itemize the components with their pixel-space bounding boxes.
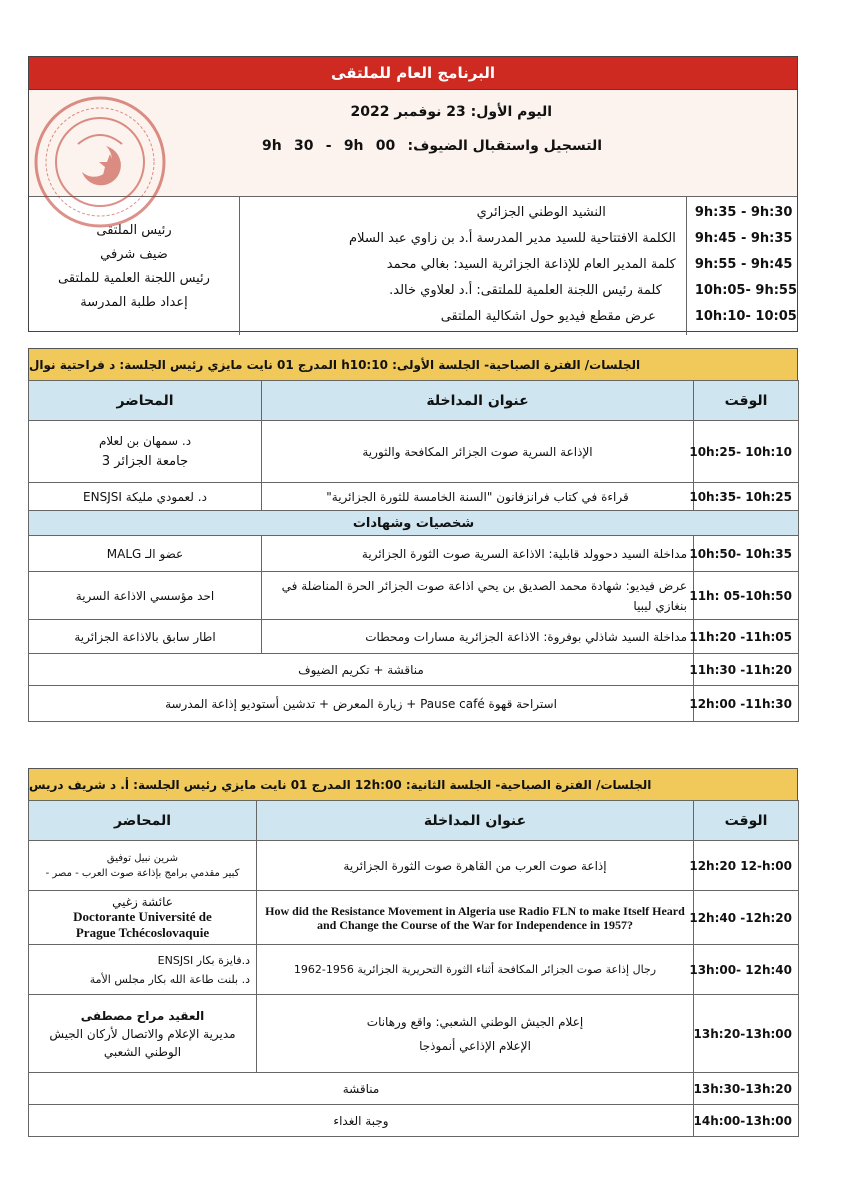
opening-item: الكلمة الافتتاحية للسيد مدير المدرسة أ.د بن زاوي عبد السلام (349, 230, 676, 246)
row-speaker (29, 945, 257, 995)
discussion-text: مناقشة (29, 1073, 694, 1105)
session-two (28, 768, 798, 1137)
opening-item: كلمة رئيس اللجنة العلمية للملتقى: أ.د لعلاوي خالد. (389, 282, 662, 298)
col-time-header: الوقت (694, 801, 799, 841)
programme-title: البرنامج العام للملتقى (29, 57, 797, 90)
registration-label: التسجيل واستقبال الضيوف: (407, 138, 602, 154)
col-time-header: الوقت (694, 381, 799, 421)
row-speaker: د. لعمودي مليكة ENSJSI (29, 483, 262, 511)
opening-item: النشيد الوطني الجزائري (476, 204, 606, 220)
table-row (29, 483, 799, 511)
row-topic: الإذاعة السرية صوت الجزائر المكافحة والثورية (262, 421, 694, 483)
row-time: 11h: 05-10h:50 (694, 572, 799, 620)
opening-time: 10h:05- 9h:55 (694, 282, 797, 298)
table-row (29, 620, 799, 654)
row-topic: عرض فيديو: شهادة محمد الصديق بن يحي اذاعة صوت الجزائر الحرة المناضلة في بنغازي ليبيا (262, 572, 694, 620)
table-row (29, 995, 799, 1073)
speaker-affiliation: Doctorante Université de (73, 908, 212, 924)
opening-time: 9h:35 - 9h:30 (694, 204, 793, 220)
table-header-row (29, 381, 799, 421)
row-topic: How did the Resistance Movement in Algeria use Radio FLN to make Itself Heard and Change the Course of the War for Independence in 1957? (257, 891, 694, 945)
table-row (29, 891, 799, 945)
break-row (29, 686, 799, 722)
row-speaker (29, 421, 262, 483)
row-topic: إذاعة صوت العرب من القاهرة صوت الثورة الجزائرية (257, 841, 694, 891)
row-topic: مداخلة السيد دحوولد قابلية: الاذاعة السرية صوت الثورة الجزائرية (262, 536, 694, 572)
session-one-table (28, 380, 799, 722)
row-topic: مداخلة السيد شاذلي بوفروة: الاذاعة الجزائرية مسارات ومحطات (262, 620, 694, 654)
session-two-title: الجلسات/ الفترة الصباحية- الجلسة الثانية: 12h:00 المدرج 01 نايت مايزي رئيس الجلسة: أ. د شريف دريس (28, 768, 798, 800)
discussion-text: مناقشة + تكريم الضيوف (29, 654, 694, 686)
speaker-name: د.فايزة بكار ENSJSI (157, 953, 250, 967)
table-header-row (29, 801, 799, 841)
role-item: رئيس اللجنة العلمية للملتقى (58, 270, 210, 286)
col-topic-header: عنوان المداخلة (262, 381, 694, 421)
lunch-row (29, 1105, 799, 1137)
row-speaker (29, 891, 257, 945)
row-time: 10h:25- 10h:10 (694, 421, 799, 483)
session-one-title: الجلسات/ الفترة الصباحية- الجلسة الأولى: h10:10 المدرج 01 نايت مايزي رئيس الجلسة: د فراحتية نوال (28, 348, 798, 380)
row-speaker: احد مؤسسي الاذاعة السرية (29, 572, 262, 620)
row-speaker: اطار سابق بالاذاعة الجزائرية (29, 620, 262, 654)
table-row (29, 572, 799, 620)
opening-time: 9h:55 - 9h:45 (694, 256, 793, 272)
row-time: 13h:20-13h:00 (694, 995, 799, 1073)
row-time: 12h:00 -11h:30 (694, 686, 799, 722)
row-time: 11h:30 -11h:20 (694, 654, 799, 686)
opening-item: كلمة المدير العام للإذاعة الجزائرية السيد: بغالي محمد (386, 256, 676, 272)
opening-item: عرض مقطع فيديو حول اشكالية الملتقى (440, 308, 656, 324)
discussion-row (29, 1073, 799, 1105)
table-row (29, 841, 799, 891)
speaker-affiliation-2: الوطني الشعبي (103, 1044, 182, 1059)
table-row (29, 945, 799, 995)
row-topic (257, 995, 694, 1073)
col-speaker-header: المحاضر (29, 381, 262, 421)
row-topic: رجال إذاعة صوت الجزائر المكافحة أثناء الثورة التحريرية الجزائرية 1956-1962 (257, 945, 694, 995)
row-time: 12h:40 -12h:20 (694, 891, 799, 945)
role-item: رئيس الملتقى (96, 222, 172, 238)
opening-time: 9h:45 - 9h:35 (694, 230, 793, 246)
registration-time-start-m: 30 (293, 138, 314, 154)
topic-line: إعلام الجيش الوطني الشعبي: واقع ورهانات (366, 1014, 584, 1029)
break-text: استراحة قهوة Pause café + زيارة المعرض + تدشين أستوديو إذاعة المدرسة (29, 686, 694, 722)
row-time: 11h:20 -11h:05 (694, 620, 799, 654)
registration-time-start-h: 9h (262, 138, 282, 154)
speaker-name: العقيد مراح مصطفى (80, 1008, 205, 1023)
school-seal-stamp (30, 92, 170, 232)
discussion-row (29, 654, 799, 686)
session-two-table (28, 800, 799, 1137)
row-time: 10h:35- 10h:25 (694, 483, 799, 511)
speaker-affiliation: جامعة الجزائر 3 (101, 454, 189, 469)
day-label: اليوم الأول: 23 نوفمبر 2022 (350, 104, 552, 120)
role-item: إعداد طلبة المدرسة (80, 294, 188, 310)
speaker-name: شرين نبيل توفيق (106, 852, 179, 864)
row-time: 13h:00- 12h:40 (694, 945, 799, 995)
speaker-affiliation: مديرية الإعلام والاتصال لأركان الجيش (49, 1026, 236, 1041)
testimonies-subheading: شخصيات وشهادات (29, 511, 799, 536)
col-speaker-header: المحاضر (29, 801, 257, 841)
speaker-name: د. سمهان بن لعلام (98, 434, 192, 448)
registration-time-dash: - (325, 138, 332, 154)
table-row (29, 421, 799, 483)
opening-items (240, 197, 687, 335)
speaker-affiliation: د. بلنت طاعة الله بكار مجلس الأمة (89, 972, 250, 986)
speaker-affiliation-2: Prague Tchécoslovaquie (75, 924, 210, 940)
session-one (28, 348, 798, 722)
opening-time: 10h:10- 10:05 (694, 308, 797, 324)
registration-time-end-m: 00 (375, 138, 396, 154)
topic-line-2: الإعلام الإذاعي أنموذجا (419, 1038, 531, 1053)
subheading-row (29, 511, 799, 536)
registration-time-end-h: 9h (343, 138, 364, 154)
row-speaker: عضو الـ MALG (29, 536, 262, 572)
opening-times (687, 197, 797, 335)
row-time: 14h:00-13h:00 (694, 1105, 799, 1137)
speaker-affiliation: كبير مقدمي برامج بإذاعة صوت العرب - مصر - (45, 867, 240, 879)
row-time: 10h:50- 10h:35 (694, 536, 799, 572)
registration-line (262, 138, 602, 154)
row-speaker (29, 995, 257, 1073)
row-topic: قراءة في كتاب فرانزفانون "السنة الخامسة للثورة الجزائرية" (262, 483, 694, 511)
row-time: 12h:20 12-h:00 (694, 841, 799, 891)
speaker-name: عائشة زغيي (112, 894, 173, 909)
row-speaker (29, 841, 257, 891)
role-item: ضيف شرفي (100, 246, 168, 262)
lunch-text: وجبة الغداء (29, 1105, 694, 1137)
row-time: 13h:30-13h:20 (694, 1073, 799, 1105)
col-topic-header: عنوان المداخلة (257, 801, 694, 841)
table-row (29, 536, 799, 572)
